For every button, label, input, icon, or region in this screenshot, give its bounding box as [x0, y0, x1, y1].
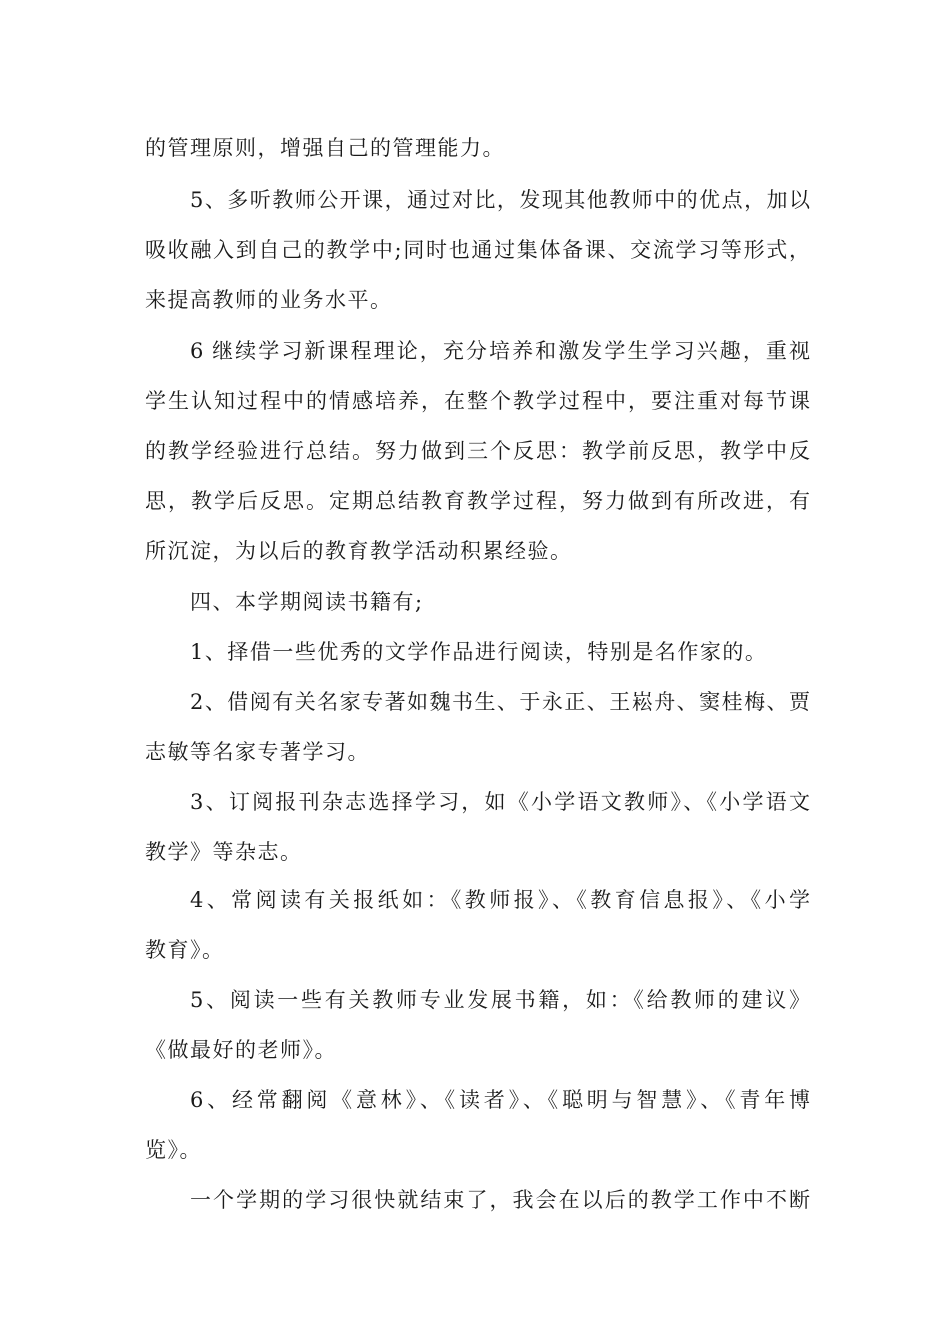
text-line-20: 6、经常翻阅《意林》、《读者》、《聪明与智慧》、《青年博	[190, 1088, 810, 1112]
text-line-21: 览》。	[145, 1138, 202, 1162]
text-line-9: 所沉淀，为以后的教育教学活动积累经验。	[145, 539, 573, 563]
text-line-12: 2、借阅有关名家专著如魏书生、于永正、王崧舟、窦桂梅、贾	[190, 690, 810, 714]
text-line-11: 1、择借一些优秀的文学作品进行阅读，特别是名作家的。	[190, 640, 768, 664]
text-line-15: 教学》等杂志。	[145, 840, 303, 864]
text-line-22: 一个学期的学习很快就结束了，我会在以后的教学工作中不断	[190, 1188, 810, 1212]
text-line-4: 来提高教师的业务水平。	[145, 288, 393, 312]
text-line-3: 吸收融入到自己的教学中;同时也通过集体备课、交流学习等形式，	[145, 238, 810, 262]
text-line-10: 四、本学期阅读书籍有;	[190, 590, 424, 614]
text-line-14: 3、订阅报刊杂志选择学习，如《小学语文教师》、《小学语文	[190, 790, 810, 814]
text-line-13: 志敏等名家专著学习。	[145, 740, 370, 764]
text-line-5: 6 继续学习新课程理论，充分培养和激发学生学习兴趣，重视	[190, 339, 810, 363]
text-line-17: 教育》。	[145, 938, 225, 962]
text-line-18: 5、阅读一些有关教师专业发展书籍，如：《给教师的建议》	[190, 988, 810, 1012]
text-line-8: 思，教学后反思。定期总结教育教学过程，努力做到有所改进，有	[145, 489, 810, 513]
text-line-1: 的管理原则，增强自己的管理能力。	[145, 136, 505, 160]
text-line-7: 的教学经验进行总结。努力做到三个反思：教学前反思，教学中反	[145, 439, 810, 463]
text-line-6: 学生认知过程中的情感培养，在整个教学过程中，要注重对每节课	[145, 389, 810, 413]
text-line-19: 《做最好的老师》。	[145, 1038, 337, 1062]
text-line-2: 5、多听教师公开课，通过对比，发现其他教师中的优点，加以	[190, 188, 810, 212]
text-line-16: 4、常阅读有关报纸如：《教师报》、《教育信息报》、《小学	[190, 888, 810, 912]
